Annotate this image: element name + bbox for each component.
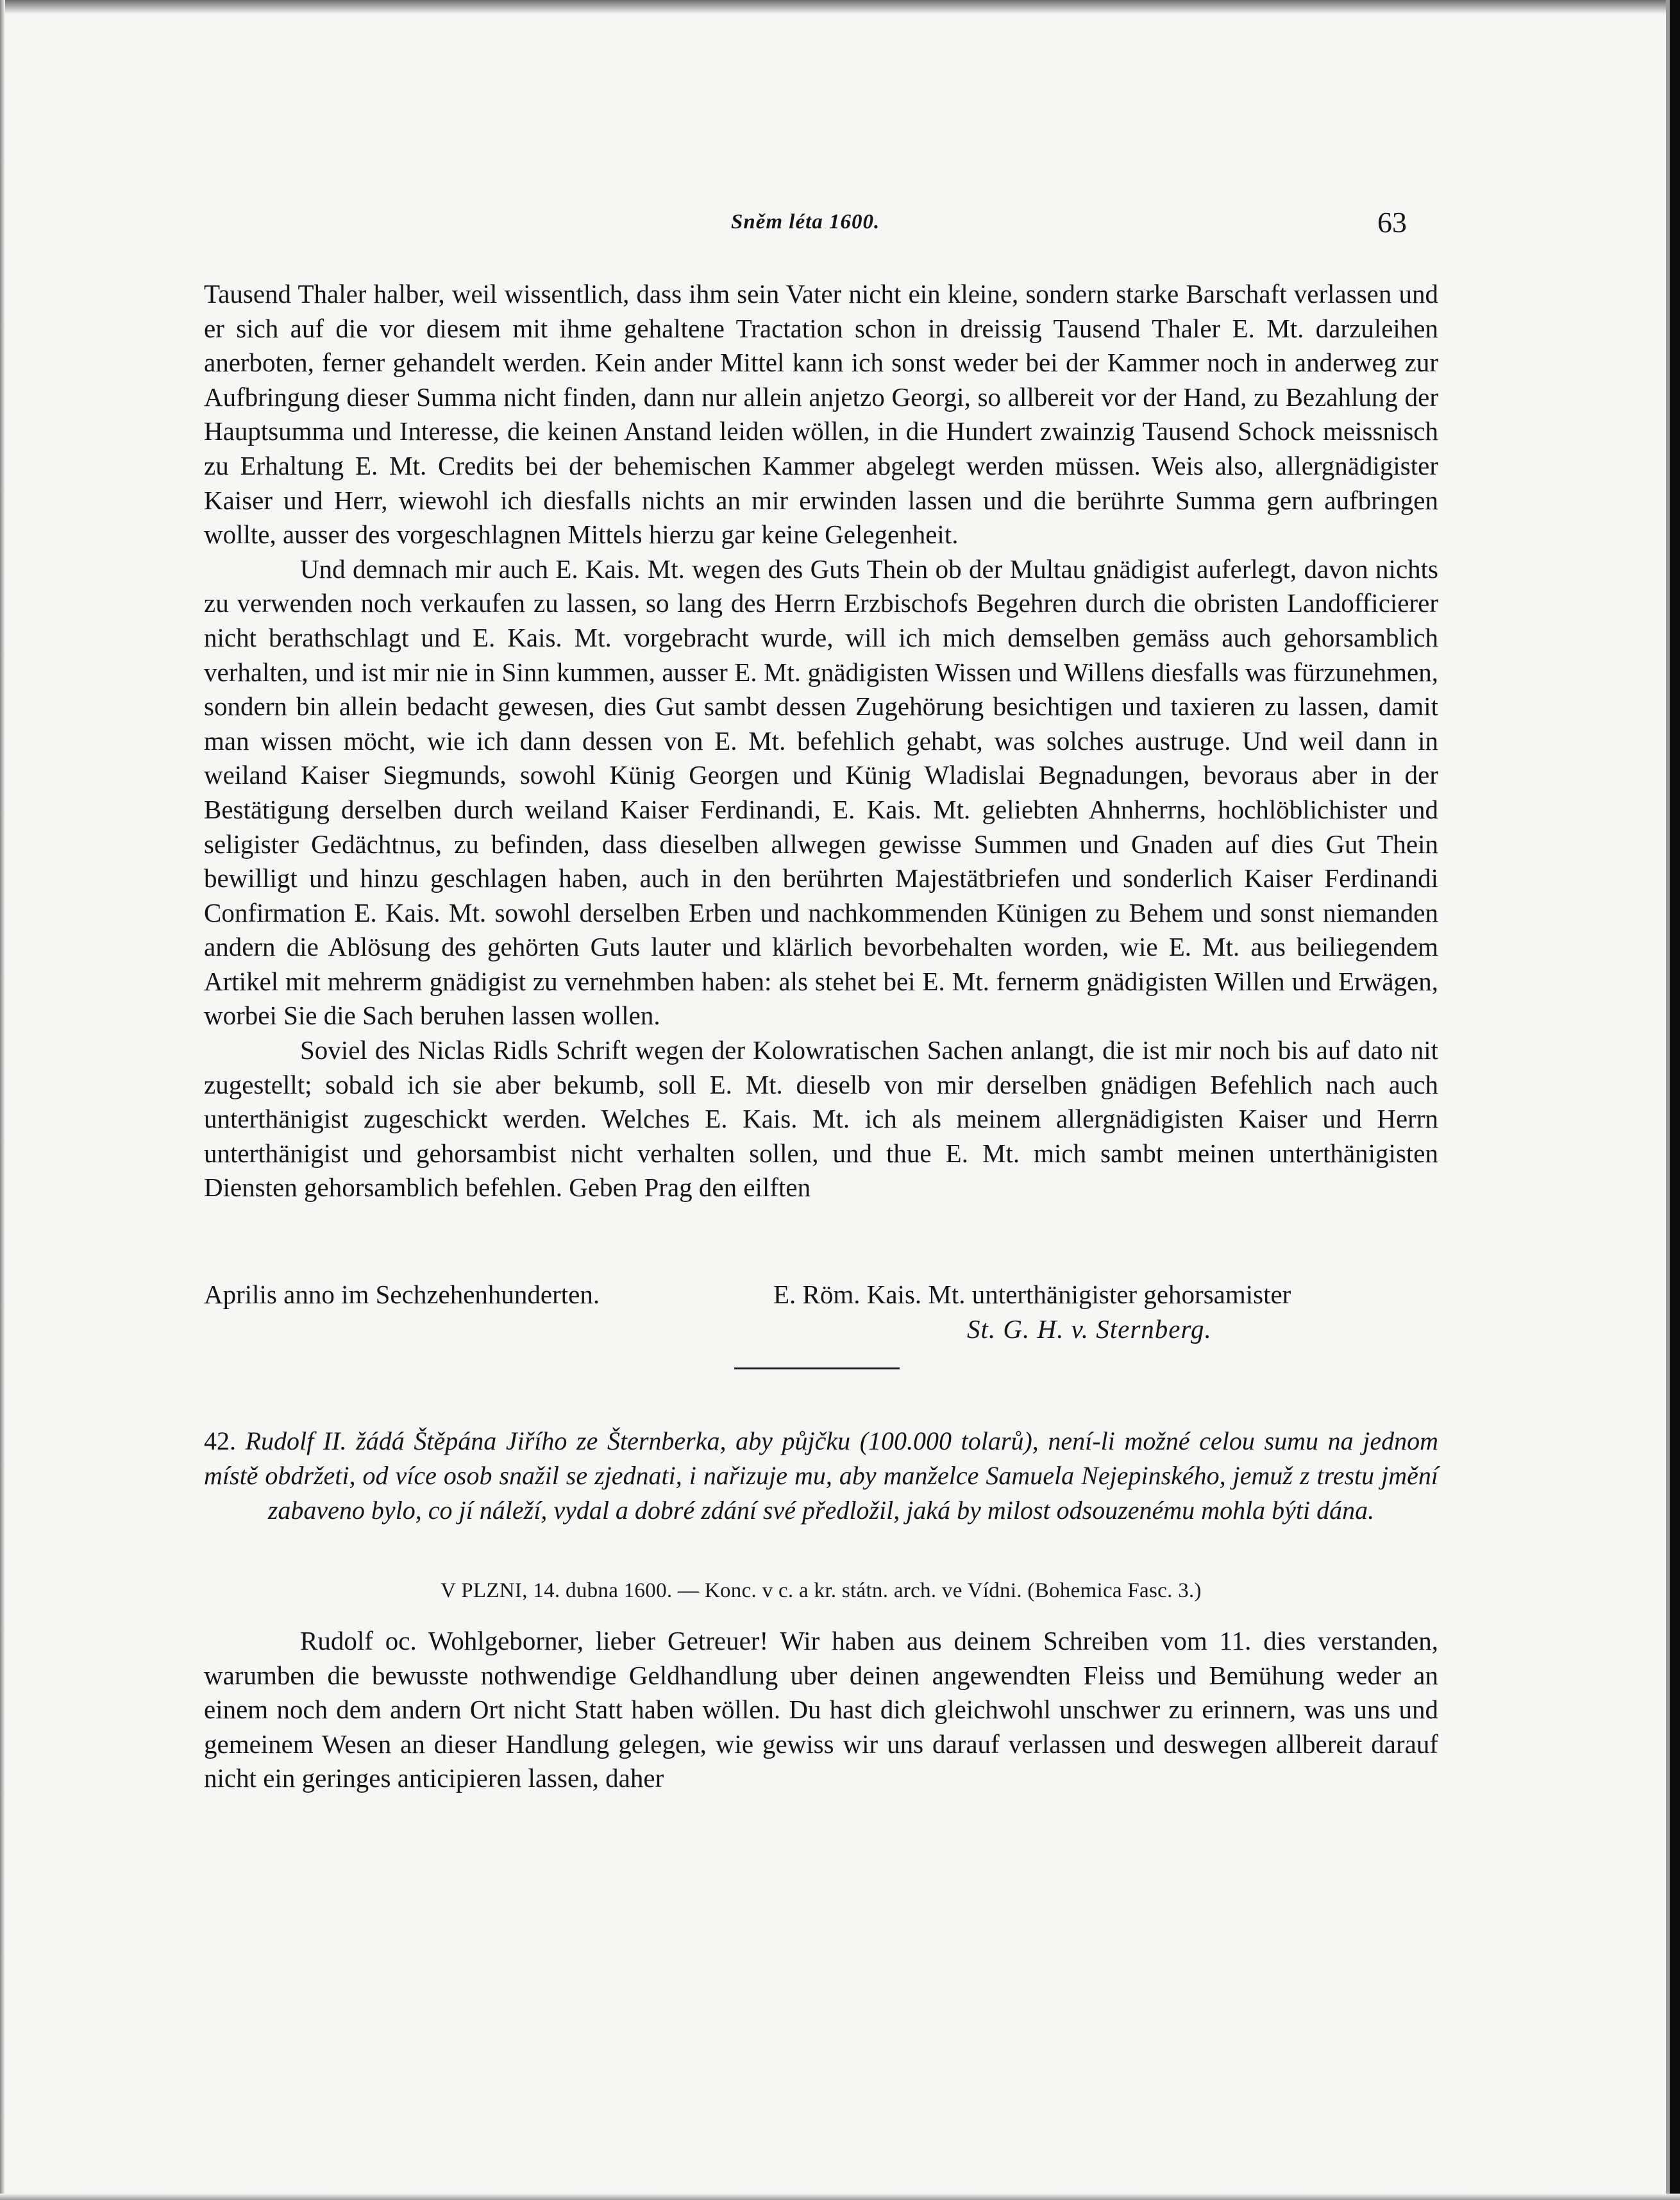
body-paragraph-thein: Und demnach mir auch E. Kais. Mt. wegen des Guts Thein ob der Multau gnädigist auferlegt, davon nichts zu verwenden noch verkaufen zu lassen, so lang des Herrn Erzbischofs Begehren durch die obristen Landofficierer nicht berathschlagt und E. Kais. Mt. vorgebracht wurde, will ich mich demselben gemäss auch gehorsamblich verhalten, und ist mir nie in Sinn kummen, ausser E. Mt. gnädigisten Wissen und Willens diesfalls was fürzunehmen, sondern bin allein bedacht gewesen, dies Gut sambt dessen Zugehörung besichtigen und taxieren zu lassen, damit man wissen möcht, wie ich dann dessen von E. Mt. befehlich gehabt, was solches austruge. Und weil dann in weiland Kaiser Siegmunds, sowohl Künig Georgen und Künig Wladislai Begnadungen, bevoraus aber in der Bestätigung derselben durch weiland Kaiser Ferdinandi, E. Kais. Mt. geliebten Ahnherrns, hochlöblichister und seligister Gedächtnus, zu befinden, dass dieselben allwegen gewisse Summen und Gnaden auf dies Gut Thein bewilligt und hinzu geschlagen haben, auch in den berührten Majestätbriefen und sonderlich Kaiser Ferdinandi Confirmation E. Kais. Mt. sowohl derselben Erben und nachkommenden Künigen zu Behem und sonst niemanden andern die Ablösung des gehörten Guts lauter und klärlich bevorbehalten worden, wie E. Mt. aus beiliegendem Artikel mit mehrerm gnädigist zu vernehmben haben: als stehet bei E. Mt. fernerm gnädigisten Willen und Erwägen, worbei Sie die Sach beruhen lassen wollen. xyxy=(204,554,1438,1031)
letter-body xyxy=(204,277,1438,1205)
body-paragraph-ridl: Soviel des Niclas Ridls Schrift wegen der Kolowratischen Sachen anlangt, die ist mir noch bis auf dato nit zugestellt; sobald ich sie aber bekumb, soll E. Mt. dieselb von mir derselben gnädigen Befehlich nach auch unterthänigist zugeschickt werden. Welches E. Kais. Mt. ich als meinem allergnädigisten Kaiser und Herrn unterthänigist und gehorsambist nicht verhalten sollen, und thue E. Mt. mich sambt meinen unterthänigisten Diensten gehorsamblich befehlen. Geben Prag den eilften xyxy=(204,1035,1438,1203)
running-head: Sněm léta 1600. xyxy=(731,210,880,233)
body-paragraph-continuation: Tausend Thaler halber, weil wissentlich, dass ihm sein Vater nicht ein kleine, sondern starke Barschaft verlassen und er sich auf die vor diesem mit ihme gehaltene Tractation schon in dreissig Tausend Thaler E. Mt. darzuleihen anerboten, ferner gehandelt werden. Kein ander Mittel kann ich sonst weder bei der Kammer noch in anderweg zur Aufbringung dieser Summa nicht finden, dann nur allein anjetzo Georgi, so allbereit vor der Hand, zu Bezahlung der Hauptsumma und Interesse, die keinen Anstand leiden wöllen, in die Hundert zwainzig Tausend Schock meissnisch zu Erhaltung E. Mt. Credits bei der behemischen Kammer abgelegt werden müssen. Weis also, allergnädigister Kaiser und Herr, wiewohl ich diesfalls nichts an mir erwinden lassen und die berührte Summa gern aufbringen wollte, ausser des vorgeschlagnen Mittels hierzu gar keine Gelegenheit. xyxy=(204,279,1438,550)
source-citation: V PLZNI, 14. dubna 1600. — Konc. v c. a kr. státn. arch. ve Vídni. (Bohemica Fasc. 3.) xyxy=(441,1579,1202,1602)
closing-date: Aprilis anno im Sechzehenhunderten. xyxy=(204,1280,600,1309)
summary-text: Rudolf II. žádá Štěpána Jiřího ze Šternberka, aby půjčku (100.000 tolarů), není-li možné celou sumu na jednom místě obdržeti, od více osob snažil se zjednati, i nařizuje mu, aby manželce Samuela Nejepinského, jemuž z trestu jmění zabaveno bylo, co jí náleží, vydal a dobré zdání své předložil, jaká by milost odsouzenému mohla býti dána. xyxy=(204,1426,1438,1525)
document-number: 42. xyxy=(204,1426,236,1455)
document-summary xyxy=(204,1424,1438,1528)
scan-edge-left xyxy=(0,0,5,2200)
letter-closing xyxy=(204,1278,1438,1348)
signature: St. G. H. v. Sternberg. xyxy=(967,1314,1212,1344)
closing-formula: E. Röm. Kais. Mt. unterthänigister gehorsamister xyxy=(773,1280,1291,1309)
document-42-letter xyxy=(204,1624,1438,1796)
letter-paragraph: Rudolf oc. Wohlgeborner, lieber Getreuer! Wir haben aus deinem Schreiben vom 11. dies verstanden, warumben die bewusste nothwendige Geldhandlung uber deinen angewendten Fleiss und Bemühung weder an einem noch dem andern Ort nicht Statt haben wöllen. Du hast dich gleichwohl unschwer zu erinnern, was uns und gemeinem Wesen an dieser Handlung gelegen, wie gewiss wir uns darauf verlassen und deswegen allbereit darauf nicht ein geringes anticipieren lassen, daher xyxy=(204,1626,1438,1793)
scan-edge-right xyxy=(1670,0,1680,2200)
scan-edge-bottom xyxy=(0,2194,1680,2200)
scan-edge-top xyxy=(0,0,1680,14)
section-divider xyxy=(734,1367,900,1369)
page-number: 63 xyxy=(1377,206,1407,239)
